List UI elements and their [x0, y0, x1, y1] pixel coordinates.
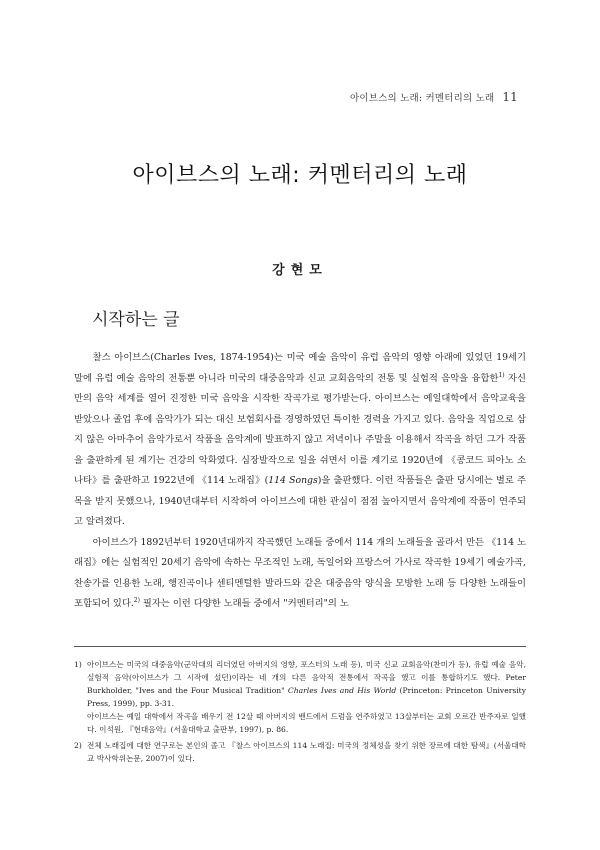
footnote-1-italic: Charles Ives and His World: [287, 686, 397, 695]
p2-text-a: 아이브스가 1892년부터 1920년대까지 작곡했던 노래들 중에서 114 개의 노래들을 골라서 만든 《114 노래집》에는 실험적인 20세기 음악에 속하는 무조적인 노래, 독일어와 프랑스어 가사로 작곡한 19세기 예술가곡, 찬송가를 인용한 노래, 행진곡이나 센티멘털한 발라드와 같은 대중음악 양식을 모방한 노래 등 다양한 노래들이 포함되어 있다.: [74, 536, 526, 609]
page-number: 11: [502, 90, 518, 104]
footnote-number: 2): [74, 741, 82, 750]
footnote-text: [87, 739, 526, 765]
footnote-1-line-1: [87, 658, 526, 710]
paragraph-2: [74, 533, 526, 615]
p1-italic-title: 114 Songs: [268, 475, 318, 486]
footnote-1-text: 아이브스는 미국의 대중음악(군악대의 리더였던 아버지의 영향, 포스터의 노래 등), 미국 신교 교회음악(찬미가 등), 유럽 예술 음악, 실험적 음악(아이브스가 그 시작에 섰던)이라는 네 개의 다른 음악적 전통에서 작곡을 했고 이를 통합하기도 했다. Peter Burkholder, "Ives and the Four Musical Tradition": [87, 660, 526, 695]
paragraph-1: [74, 348, 526, 533]
footnote-ref-1[interactable]: 1): [498, 371, 505, 379]
footnote-ref-2[interactable]: 2): [133, 596, 140, 604]
footnote-1: [74, 658, 526, 736]
p1-text-b: 자신만의 음악 세계를 열어 진정한 미국 음악을 시작한 작곡가로 평가받는다. 아이브스는 예일대학에서 음악교육을 받았으나 졸업 후에 음악가가 되는 대신 보험회사를 경영하였던 특이한 경력을 가지고 있다. 음악을 직업으로 삼지 않은 아마추어 음악가로서 작품을 음악계에 발표하지 않고 저녁이나 주말을 이용해서 작곡을 하던 그가 작품을 출판하게 된 계기는 건강의 악화였다. 심장발작으로 일을 쉬면서 이를 계기로 1920년에 《콩코드 피아노 소나타》를 출판하고 1922년에 《114 노래집》(: [74, 372, 526, 486]
footnote-1-text-end: (Princeton: Princeton University Press, 1999), pp. 3-31.: [87, 686, 526, 708]
p1-text-a: 찰스 아이브스(Charles Ives, 1874-1954)는 미국 예술 음악이 유럽 음악의 영향 아래에 있었던 19세기 말에 유럽 예술 음악의 전통뿐 아니라 미국의 대중음악과 신교 교회음악의 전통 및 실험적 음악을 융합한: [74, 352, 526, 384]
article-title: 아이브스의 노래: 커멘터리의 노래: [132, 163, 468, 188]
body-text: [74, 348, 526, 615]
footnote-divider: [74, 646, 526, 647]
footnote-text: [87, 658, 526, 736]
section-heading: 시작하는 글: [92, 310, 180, 330]
running-head-text: 아이브스의 노래: 커멘터리의 노래: [349, 93, 495, 104]
p2-text-b: 필자는 이런 다양한 노래들 중에서 "커멘터리"의 노: [139, 598, 349, 609]
footnote-2-line-1: 전체 노래집에 대한 연구로는 본인의 졸고 『찰스 아이브스의 114 노래집: 미국의 정체성을 찾기 위한 장르에 대한 탐색』(서울대학교 박사학위논문, 2007)이 있다.: [87, 741, 526, 763]
running-head: [350, 90, 518, 104]
footnote-2: [74, 739, 526, 765]
p1-text-c: )을 출판했다. 이런 작품들은 출판 당시에는 별로 주목을 받지 못했으나, 1940년대부터 시작하여 아이브스에 대한 관심이 점점 높아지면서 음악계에 작품이 연주되고 알려졌다.: [74, 475, 527, 527]
footnotes: [74, 658, 526, 768]
footnote-number: 1): [74, 660, 82, 669]
footnote-1-line-2: 아이브스는 예일 대학에서 작곡을 배우기 전 12살 때 아버지의 밴드에서 드럼을 연주하였고 13살부터는 교회 오르간 반주자로 일했다. 이석원, 『현대음악』(서울대학교 출판부, 1997), p. 86.: [87, 712, 526, 734]
author-name: 강현모: [272, 263, 328, 278]
